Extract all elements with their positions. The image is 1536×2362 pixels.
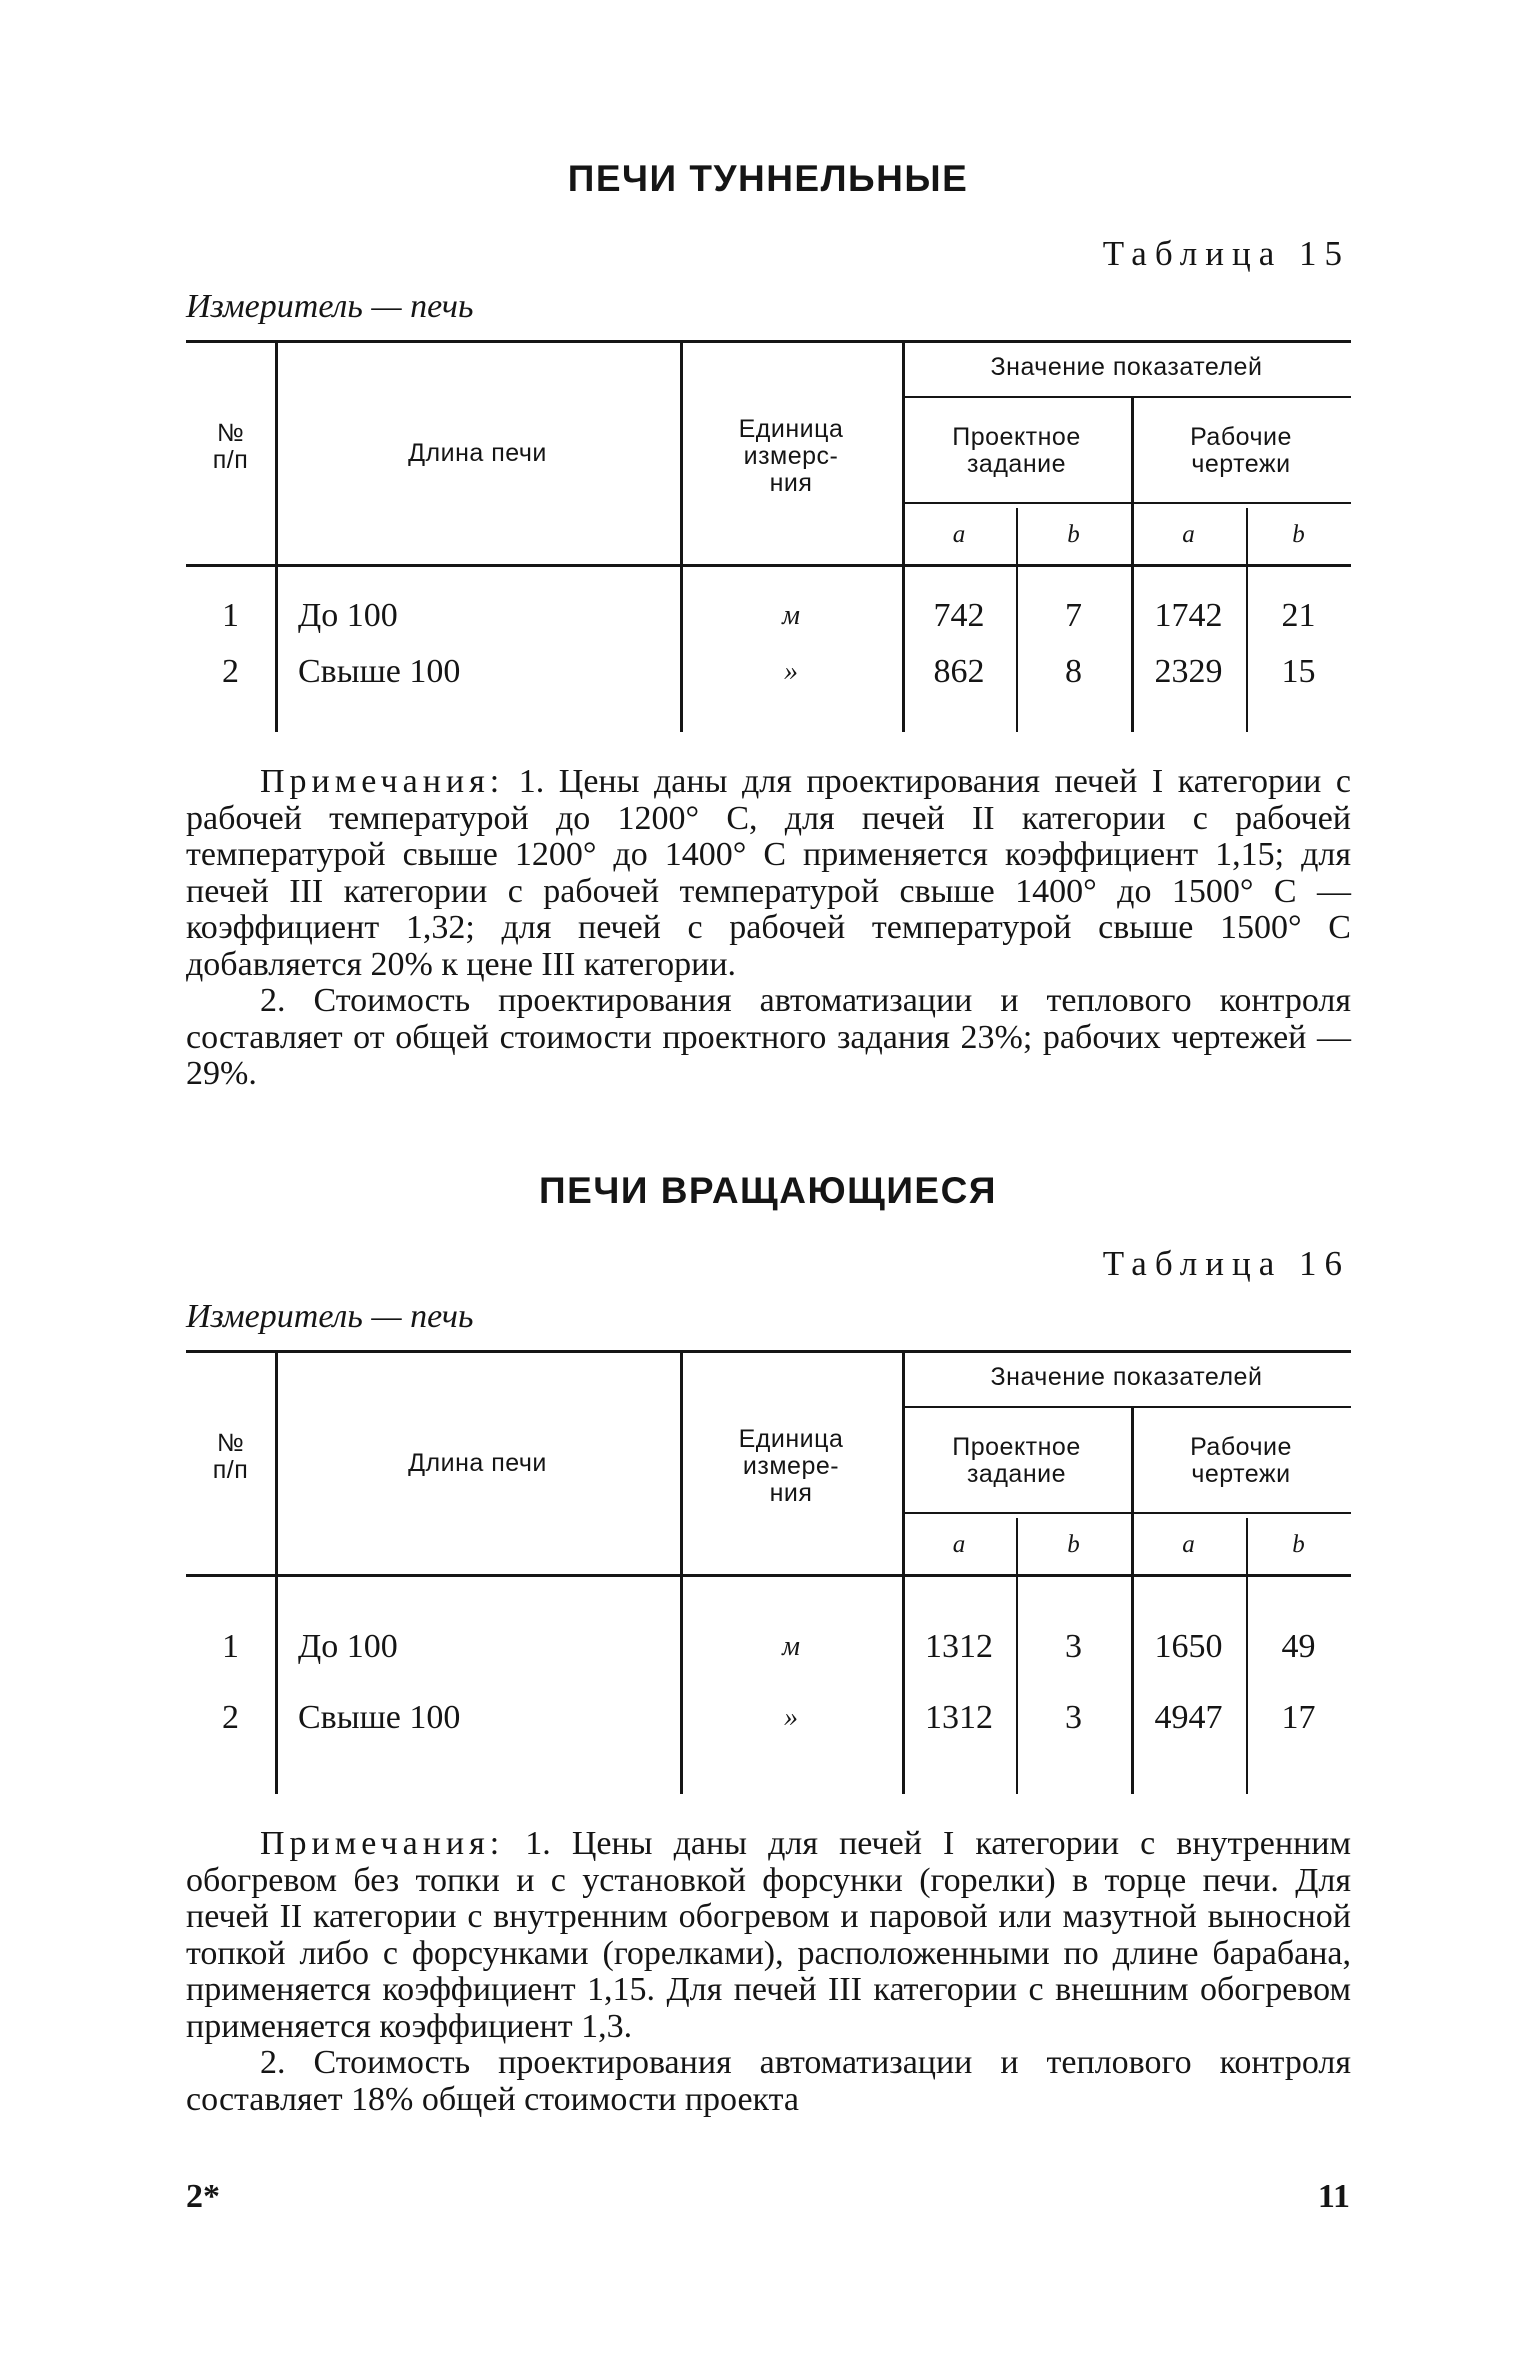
header-project: Проектное задание (952, 423, 1081, 478)
row1-working-a: 1650 (1154, 1628, 1223, 1665)
col-rule-1 (275, 340, 278, 732)
table-label-15: Таблица 15 (1102, 234, 1350, 273)
subgroup-rule (902, 1512, 1351, 1514)
section-title-tunnel: ПЕЧИ ТУННЕЛЬНЫЕ (567, 158, 969, 199)
row2-unit: » (784, 1702, 798, 1733)
header-num: № п/п (212, 419, 249, 474)
row2-length: Свыше 100 (298, 1699, 461, 1736)
header-b-working: b (1292, 1531, 1305, 1558)
header-working: Рабочие чертежи (1190, 1433, 1292, 1488)
table-16 (186, 1350, 1351, 1794)
header-b-project: b (1067, 521, 1080, 548)
header-b-working: b (1292, 521, 1305, 548)
header-length: Длина печи (408, 1449, 547, 1477)
header-a-project: a (952, 521, 966, 548)
header-working: Рабочие чертежи (1190, 423, 1292, 478)
notes-lead: Примечания: (260, 763, 505, 800)
table-15 (186, 340, 1351, 732)
row1-length: До 100 (298, 597, 398, 634)
row1-working-a: 1742 (1154, 597, 1223, 634)
row1-unit: м (782, 600, 800, 631)
notes-16 (186, 1826, 1351, 2118)
notes-lead: Примечания: (260, 1825, 505, 1862)
row2-unit: » (784, 656, 798, 687)
row2-working-b: 15 (1281, 653, 1316, 690)
row1-project-a: 1312 (925, 1628, 993, 1665)
row2-project-b: 3 (1065, 1699, 1082, 1736)
header-project: Проектное задание (952, 1433, 1081, 1488)
header-a-working: a (1182, 1531, 1195, 1558)
row2-project-a: 1312 (925, 1699, 993, 1736)
subgroup-rule (902, 502, 1351, 504)
header-bottom-rule (186, 1574, 1351, 1577)
note-1: 1. Цены даны для печей I категории с внутренним обогревом без топки и с установкой форсунки (горелки) в торце печи. Для печей II категории с внутренним обогревом и паровой или мазутной выносной топкой либо с форсунками (горелками), расположенными по длине барабана, применяется коэффициент 1,15. Для печей III категории с внешним обогревом применяется коэффициент 1,3. (186, 1825, 1351, 2045)
row2-working-a: 4947 (1154, 1699, 1223, 1736)
group-rule (902, 1406, 1351, 1408)
row1-num: 1 (222, 597, 239, 634)
table-label-16: Таблица 16 (1102, 1244, 1350, 1283)
header-unit: Единица измере- ния (738, 1425, 844, 1507)
table-top-rule (186, 340, 1351, 343)
table-top-rule (186, 1350, 1351, 1353)
header-b-project: b (1067, 1531, 1080, 1558)
note-1: 1. Цены даны для проектирования печей I категории с рабочей температурой до 1200° С, для печей II категории с рабочей температурой свыше 1200° до 1400° С применяется коэффициент 1,15; для печей III категории с рабочей температурой свыше 1400° до 1500° С — коэффициент 1,32; для печей с рабочей температурой свыше 1500° С добавляется 20% к цене III категории. (186, 763, 1351, 983)
row1-project-a: 742 (933, 597, 985, 634)
row1-project-b: 7 (1065, 597, 1082, 634)
header-a-working: a (1182, 521, 1195, 548)
header-a-project: a (952, 1531, 966, 1558)
note-2: 2. Стоимость проектирования автоматизации и теплового контроля составляет от общей стоимости проектного задания 23%; рабочих чертежей — 29%. (186, 982, 1351, 1092)
note-2: 2. Стоимость проектирования автоматизации и теплового контроля составляет 18% общей стоимости проекта (186, 2044, 1351, 2118)
row2-num: 2 (222, 1699, 239, 1736)
row2-length: Свыше 100 (298, 653, 461, 690)
header-unit: Единица измерс- ния (738, 415, 844, 497)
row2-project-a: 862 (933, 653, 985, 690)
row2-project-b: 8 (1065, 653, 1082, 690)
header-group: Значение показателей (990, 1363, 1263, 1391)
row1-unit: м (782, 1631, 800, 1662)
notes-15 (186, 764, 1351, 1093)
row2-working-b: 17 (1281, 1699, 1316, 1736)
meter-label: Измеритель — печь (186, 288, 474, 325)
row1-project-b: 3 (1065, 1628, 1082, 1665)
meter-label: Измеритель — печь (186, 1298, 474, 1335)
signature-mark: 2* (186, 2178, 220, 2215)
row1-length: До 100 (298, 1628, 398, 1665)
row2-working-a: 2329 (1154, 653, 1223, 690)
col-rule-1 (275, 1350, 278, 1794)
row2-num: 2 (222, 653, 239, 690)
row1-num: 1 (222, 1628, 239, 1665)
header-length: Длина печи (408, 439, 547, 467)
header-group: Значение показателей (990, 353, 1263, 381)
group-rule (902, 396, 1351, 398)
header-num: № п/п (212, 1429, 249, 1484)
row1-working-b: 21 (1281, 597, 1316, 634)
row1-working-b: 49 (1281, 1628, 1316, 1665)
header-bottom-rule (186, 564, 1351, 567)
section-title-rotary: ПЕЧИ ВРАЩАЮЩИЕСЯ (539, 1170, 997, 1211)
page-number: 11 (1317, 2178, 1350, 2215)
